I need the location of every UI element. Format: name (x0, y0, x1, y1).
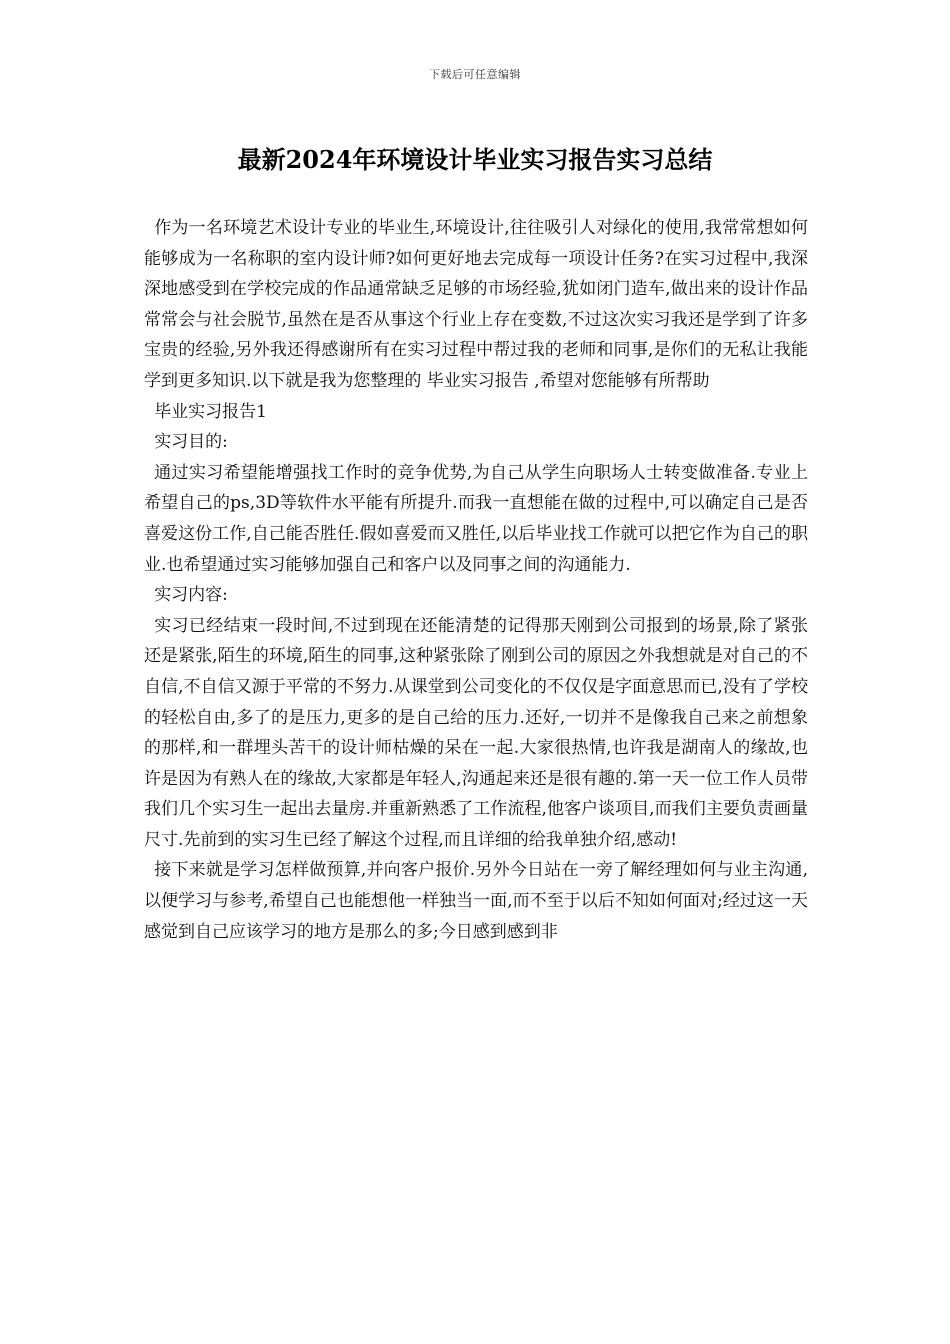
budget-paragraph: 接下来就是学习怎样做预算,并向客户报价.另外今日站在一旁了解经理如何与业主沟通,以便学习与参考,希望自己也能想他一样独当一面,而不至于以后不知如何面对;经过这一天感觉到自己应该学习的地方是那么的多;今日感到感到非 (144, 860, 808, 942)
purpose-paragraph: 通过实习希望能增强找工作时的竞争优势,为自己从学生向职场人士转变做准备.专业上希望自己的ps,3D等软件水平能有所提升.而我一直想能在做的过程中,可以确定自己是否喜爱这份工作,自己能否胜任.假如喜爱而又胜任,以后毕业找工作就可以把它作为自己的职业.也希望通过实习能够加强自己和客户以及同事之间的沟通能力. (144, 462, 808, 575)
section-heading-report-1: 毕业实习报告1 (154, 401, 268, 422)
intro-paragraph: 作为一名环境艺术设计专业的毕业生,环境设计,往往吸引人对绿化的使用,我常常想如何能够成为一名称职的室内设计师?如何更好地去完成每一项设计任务?在实习过程中,我深深地感受到在学校完成的作品通常缺乏足够的市场经验,犹如闭门造车,做出来的设计作品常常会与社会脱节,虽然在是否从事这个行业上存在变数,不过这次实习我还是学到了许多宝贵的经验,另外我还得感谢所有在实习过程中帮过我的老师和同事,是你们的无私让我能学到更多知识.以下就是我为您整理的 毕业实习报告 ,希望对您能够有所帮助 (144, 218, 808, 391)
document-title: 最新2024年环境设计毕业实习报告实习总结 (237, 145, 713, 174)
section-heading-purpose: 实习目的: (154, 432, 228, 453)
document-body (144, 213, 808, 947)
header-note: 下载后可任意编辑 (429, 68, 521, 81)
content-paragraph: 实习已经结束一段时间,不过到现在还能清楚的记得那天刚到公司报到的场景,除了紧张还是紧张,陌生的环境,陌生的同事,这种紧张除了刚到公司的原因之外我想就是对自己的不自信,不自信又源于平常的不努力.从课堂到公司变化的不仅仅是字面意思而已,没有了学校的轻松自由,多了的是压力,更多的是自己给的压力.还好,一切并不是像我自己来之前想象的那样,和一群埋头苦干的设计师枯燥的呆在一起.大家很热情,也许我是湖南人的缘故,也许是因为有熟人在的缘故,大家都是年轻人,沟通起来还是很有趣的.第一天一位工作人员带我们几个实习生一起出去量房.并重新熟悉了工作流程,他客户谈项目,而我们主要负责画量尺寸.先前到的实习生已经了解这个过程,而且详细的给我单独介绍,感动! (144, 615, 808, 850)
section-heading-content: 实习内容: (154, 585, 228, 606)
